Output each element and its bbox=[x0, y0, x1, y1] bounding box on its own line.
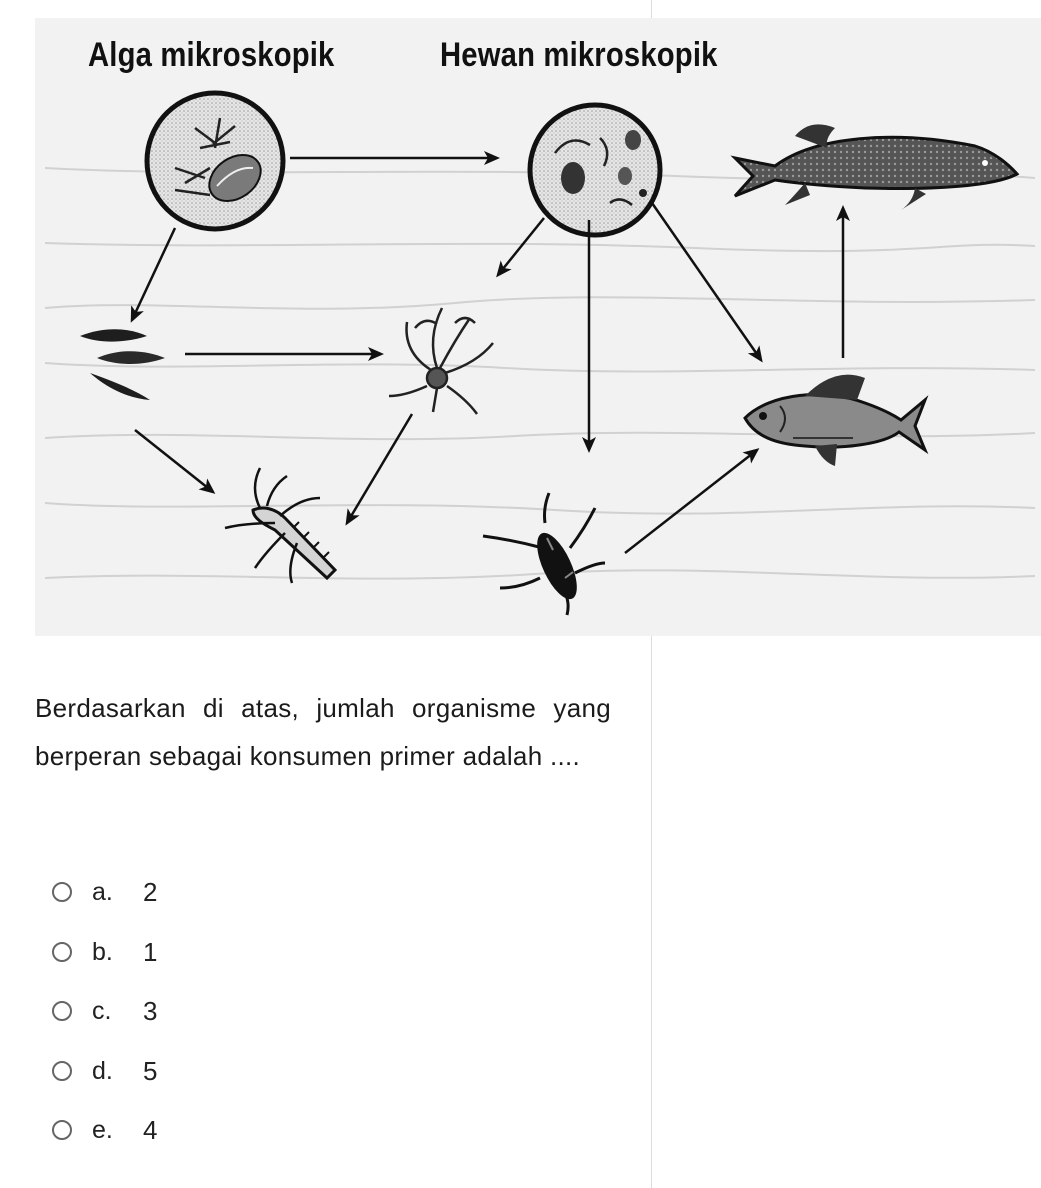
option-e[interactable] bbox=[52, 1110, 158, 1150]
column-divider bbox=[651, 636, 652, 1188]
option-letter: b. bbox=[92, 937, 113, 966]
option-letter: c. bbox=[92, 996, 112, 1025]
option-value: 3 bbox=[143, 995, 158, 1026]
question-text: Berdasarkan di atas, jumlah organisme yang berperan sebagai konsumen primer adalah .... bbox=[35, 693, 611, 771]
option-d[interactable] bbox=[52, 1051, 158, 1091]
food-web-diagram bbox=[35, 18, 1041, 636]
option-c[interactable] bbox=[52, 991, 158, 1031]
hewan-mikroskopik-icon bbox=[530, 105, 660, 235]
option-value: 2 bbox=[143, 876, 158, 907]
alga-label: Alga mikroskopik bbox=[88, 36, 335, 74]
radio-button[interactable] bbox=[52, 882, 72, 902]
column-divider-top bbox=[651, 0, 652, 18]
option-letter: e. bbox=[92, 1115, 113, 1144]
insect-larva-icon bbox=[225, 468, 335, 583]
radio-button[interactable] bbox=[52, 1061, 72, 1081]
alga-mikroskopik-icon bbox=[147, 93, 283, 229]
option-value: 1 bbox=[143, 936, 158, 967]
food-web-figure bbox=[35, 18, 1041, 636]
option-letter: a. bbox=[92, 877, 113, 906]
hewan-label: Hewan mikroskopik bbox=[440, 36, 718, 74]
background-texture bbox=[45, 168, 1035, 579]
option-b[interactable] bbox=[52, 932, 158, 972]
predator-fish-icon bbox=[735, 124, 1017, 210]
option-a[interactable] bbox=[52, 872, 158, 912]
option-value: 4 bbox=[143, 1114, 158, 1145]
radio-button[interactable] bbox=[52, 1120, 72, 1140]
radio-button[interactable] bbox=[52, 1001, 72, 1021]
water-flea-icon bbox=[389, 308, 493, 414]
option-letter: d. bbox=[92, 1056, 113, 1085]
radio-button[interactable] bbox=[52, 942, 72, 962]
option-value: 5 bbox=[143, 1055, 158, 1086]
fish-icon bbox=[745, 375, 925, 466]
